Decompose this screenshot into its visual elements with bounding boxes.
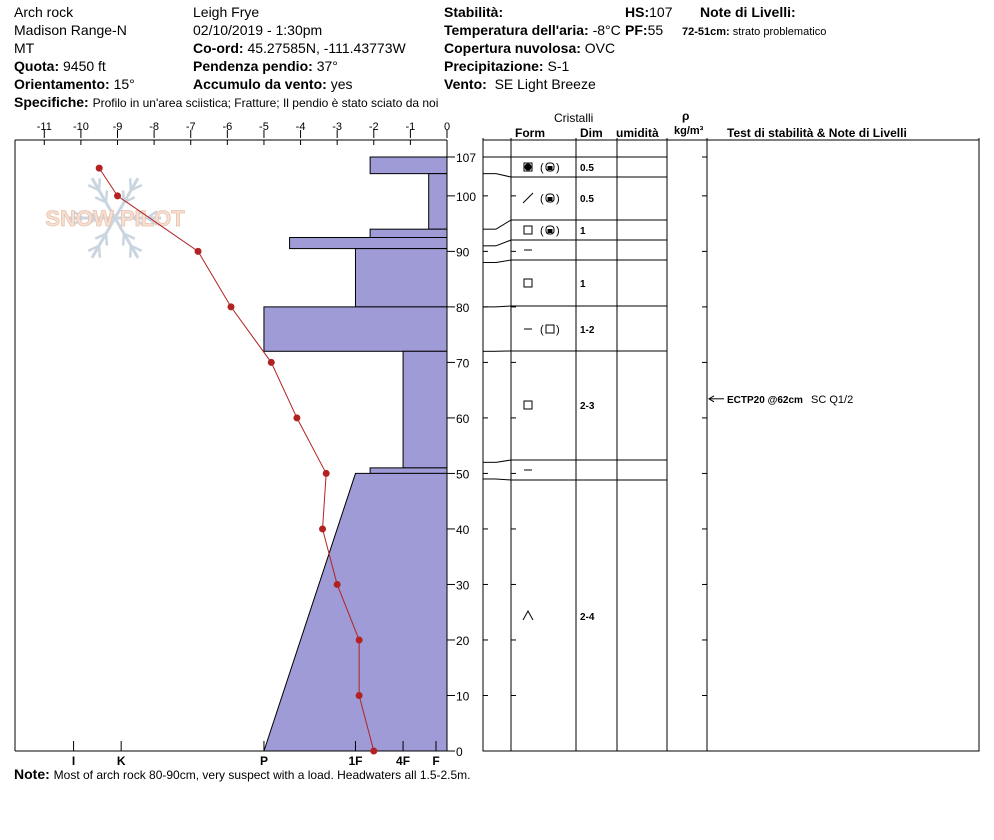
state: MT — [14, 40, 35, 56]
faceted-icon — [524, 401, 532, 409]
datetime: 02/10/2019 - 1:30pm — [193, 22, 323, 38]
layer-note: 72-51cm: strato problematico — [682, 26, 827, 38]
wind: Vento: SE Light Breeze — [444, 76, 596, 92]
dim-header: Dim — [580, 126, 603, 140]
grain-size: 2-4 — [580, 612, 595, 623]
faceted-subclass-icon — [546, 325, 554, 333]
form-suffix-close: ) — [556, 324, 560, 336]
temperature-point — [356, 636, 363, 643]
hardness-segment — [429, 174, 447, 230]
stability-test-label: ECTP20 @62cm — [727, 394, 803, 406]
grain-size: 0.5 — [580, 194, 594, 205]
temperature-point — [319, 525, 326, 532]
observer: Leigh Frye — [193, 4, 260, 20]
hardness-tick-label: 1F — [348, 754, 363, 768]
layer-connector — [496, 240, 511, 246]
location: Arch rock — [14, 4, 74, 20]
grain-size: 2-3 — [580, 401, 595, 412]
crystals-header: Cristalli — [554, 111, 594, 125]
hardness-segment — [370, 157, 447, 174]
height-tick-label: 10 — [456, 689, 470, 704]
decomposing-icon — [523, 193, 533, 203]
temperature-point — [334, 581, 341, 588]
temperature-point — [323, 470, 330, 477]
footer-note: Note: Most of arch rock 80-90cm, very suspect with a load. Headwaters all 1.5-2.5m. — [14, 766, 471, 782]
height-tick-label: 40 — [456, 522, 470, 537]
snowflake-branch — [123, 234, 124, 246]
height-tick-label: 100 — [456, 189, 477, 204]
faceted-icon — [524, 279, 532, 287]
aspect: Orientamento: 15° — [14, 76, 135, 92]
hardness-segment — [370, 468, 447, 474]
snowpilot-watermark — [45, 178, 185, 258]
temperature-point — [356, 692, 363, 699]
hardness-segment — [355, 249, 447, 307]
temp-tick-label: -11 — [36, 121, 52, 133]
range: Madison Range-N — [14, 22, 127, 38]
form-suffix-open: ( — [540, 324, 544, 336]
temperature-point — [293, 414, 300, 421]
stability: Stabilità: — [444, 4, 504, 20]
tests-header: Test di stabilità & Note di Livelli — [727, 126, 907, 140]
height-tick-label: 80 — [456, 300, 470, 315]
form-header: Form — [515, 126, 545, 140]
foot-penetration: PF:55 — [625, 22, 664, 38]
hardness-segment — [264, 473, 447, 751]
grain-size: 1 — [580, 279, 586, 290]
layer-connector — [496, 220, 511, 229]
snowflake-branch — [130, 178, 131, 190]
layer-connector — [496, 479, 511, 480]
wind-loading: Accumulo da vento: yes — [193, 76, 353, 92]
temperature-point — [370, 748, 377, 755]
rounding-subclass-fill — [548, 229, 553, 233]
specifics: Specifiche: Profilo in un'area sciistica; Fratture; Il pendio è stato sciato da noi — [14, 94, 439, 110]
air-temperature: Temperatura dell'aria: -8°C — [444, 22, 621, 38]
density-unit-header: kg/m³ — [674, 125, 704, 137]
grain-size: 1 — [580, 226, 586, 237]
snowflake-branch — [99, 178, 100, 190]
height-tick-label: 107 — [456, 151, 477, 165]
layer-connector — [496, 306, 511, 307]
elevation: Quota: 9450 ft — [14, 58, 106, 74]
hardness-segment — [403, 351, 447, 468]
hardness-segment — [264, 307, 447, 351]
temp-tick-label: -9 — [112, 121, 123, 133]
snow-height: HS:107 — [625, 4, 673, 20]
grain-size: 1-2 — [580, 325, 595, 336]
hardness-tick-label: K — [116, 754, 126, 768]
hardness-tick-label: I — [71, 754, 76, 768]
sky-cover: Copertura nuvolosa: OVC — [444, 40, 616, 56]
grain-size: 0.5 — [580, 163, 594, 174]
hardness-tick-label: 4F — [396, 754, 411, 768]
form-suffix-open: ( — [540, 193, 544, 205]
depth-hoar-icon — [523, 611, 533, 620]
slope-angle: Pendenza pendio: 37° — [193, 58, 338, 74]
form-suffix-close: ) — [556, 193, 560, 205]
temperature-point — [268, 359, 275, 366]
layer-notes-label: Note di Livelli: — [700, 4, 796, 20]
temperature-point — [195, 248, 202, 255]
form-suffix-close: ) — [556, 225, 560, 237]
faceted-icon — [524, 226, 532, 234]
temp-tick-label: -7 — [185, 121, 196, 133]
snowflake-branch — [106, 190, 107, 202]
form-suffix-open: ( — [540, 225, 544, 237]
hardness-tick-label: P — [259, 754, 268, 768]
height-tick-label: 50 — [456, 467, 470, 482]
form-suffix-open: ( — [540, 162, 544, 174]
temp-tick-label: -2 — [368, 121, 379, 133]
hardness-tick-label: F — [432, 754, 440, 768]
form-suffix-close: ) — [556, 162, 560, 174]
rho-header: ρ — [682, 109, 690, 123]
rounding-subclass-fill — [548, 197, 553, 201]
temp-tick-label: -6 — [222, 121, 233, 133]
height-tick-label: 0 — [456, 745, 463, 759]
temperature-point — [96, 165, 103, 172]
temp-tick-label: -4 — [295, 121, 306, 133]
watermark-text: SNOW PILOT — [45, 206, 185, 231]
height-tick-label: 20 — [456, 633, 470, 648]
snowflake-branch — [106, 234, 107, 246]
precipitation: Precipitazione: S-1 — [444, 58, 570, 74]
rounding-icon — [525, 164, 532, 171]
temp-tick-label: 0 — [443, 121, 451, 133]
temp-tick-label: -3 — [332, 121, 343, 133]
coordinates: Co-ord: 45.27585N, -111.43773W — [193, 40, 406, 56]
humidity-header: umidità — [616, 126, 659, 140]
height-tick-label: 70 — [456, 356, 470, 371]
height-tick-label: 30 — [456, 578, 470, 593]
temp-tick-label: -8 — [149, 121, 160, 133]
height-tick-label: 90 — [456, 245, 470, 260]
temp-tick-label: -5 — [259, 121, 269, 133]
temperature-point — [114, 192, 121, 199]
layer-connector — [496, 460, 511, 462]
hardness-segment — [370, 229, 447, 237]
snowflake-branch — [99, 246, 100, 258]
layer-connector — [496, 260, 511, 262]
temp-tick-label: -10 — [72, 121, 89, 133]
snowflake-branch — [130, 246, 131, 258]
height-tick-label: 60 — [456, 411, 470, 426]
temp-tick-label: -1 — [405, 121, 416, 133]
layer-connector — [496, 174, 511, 177]
stability-test-result: SC Q1/2 — [811, 393, 854, 406]
hardness-segment — [290, 237, 447, 248]
temperature-point — [228, 303, 235, 310]
rounding-subclass-fill — [548, 166, 553, 170]
